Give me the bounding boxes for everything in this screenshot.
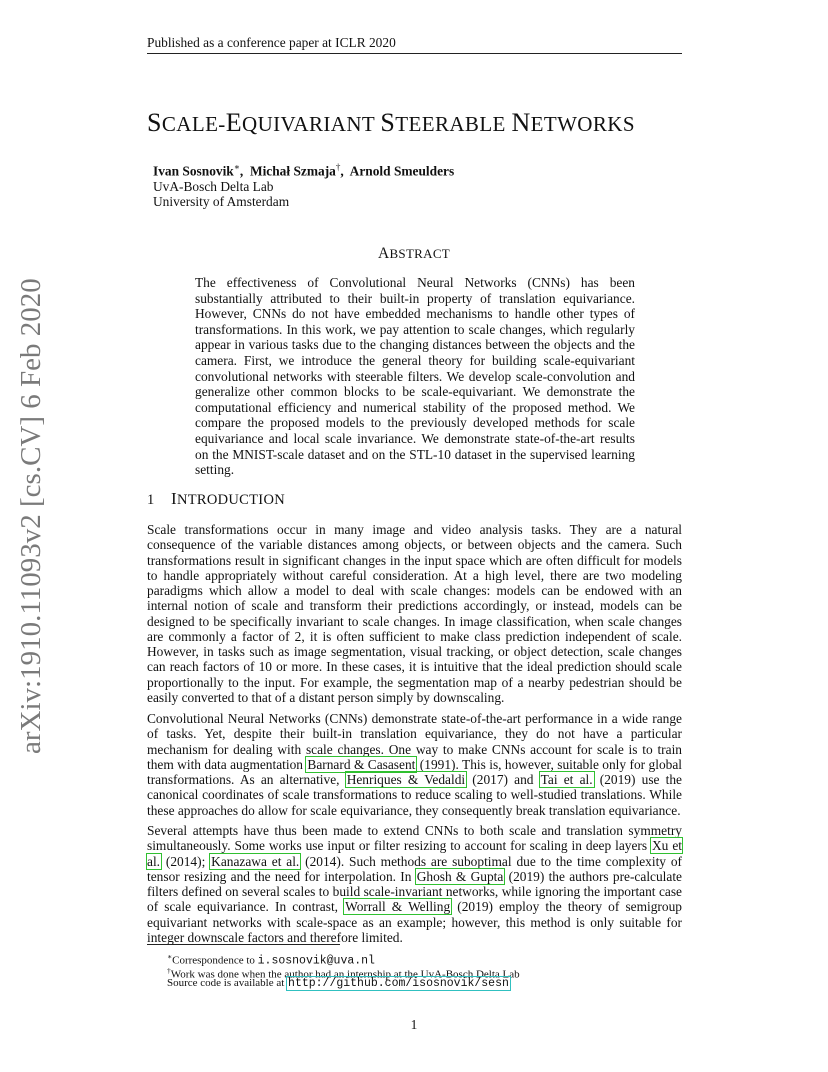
section-number: 1 (147, 492, 155, 508)
citation-link[interactable]: Kanazawa et al. (211, 853, 300, 869)
arxiv-identifier: arXiv:1910.11093v2 [cs.CV] 6 Feb 2020 (15, 278, 47, 754)
intro-paragraph-2: Convolutional Neural Networks (CNNs) demonstrate state-of-the-art performance in a wide range of tasks. Yet, despite their built-in translation equivariance, they do not have a particular mechanism for dealing with scale changes. One way to make CNNs account for scale is to train them with data augmentation Barnard & Casasent (1991). This is, however, suitable only for global transformations. As an alternative, Henriques & Vedaldi (2017) and Tai et al. (2019) use the canonical coordinates of scale transformations to reduce scaling to well-studied translations. While these approaches do allow for scale equivariance, they consequently break translation equivariance. (147, 711, 683, 818)
running-header: Published as a conference paper at ICLR 2020 (147, 35, 396, 50)
intro-paragraph-3: Several attempts have thus been made to extend CNNs to both scale and translation symmetry simultaneously. Some works use input or filter resizing to account for scaling in deep layers Xu et al. (2014); Kanazawa et al. (2014). Such methods are suboptimal due to the time complexity of tensor resizing and the need for interpolation. In Ghosh & Gupta (2019) the authors pre-calculate filters defined on several scales to build scale-invariant networks, while ignoring the important case of scale equivariance. In contrast, Worrall & Welling (2019) employ the theory of semigroup equivariant networks with scale-space as an example; however, this method is only suitable for integer downscale factors and therefore limited. (147, 823, 683, 945)
citation-link[interactable]: Tai et al. (540, 772, 593, 787)
citation-link[interactable]: Ghosh & Gupta (416, 868, 504, 884)
email-address[interactable]: i.sosnovik@uva.nl (257, 954, 375, 968)
abstract-heading: ABSTRACT (377, 245, 451, 262)
affiliation: UvA-Bosch Delta Lab (153, 178, 274, 194)
citation-year: (2019) (457, 899, 493, 915)
citation-year: (2019) (599, 772, 636, 787)
citation-year: (2019) (508, 868, 545, 884)
header-rule (147, 53, 682, 54)
author-name: Arnold Smeulders (349, 163, 455, 179)
footnote-mark: † (167, 966, 171, 975)
paper-title: SCALE-EQUIVARIANT STEERABLE NETWORKS (147, 108, 635, 137)
footnote-mark: ∗ (167, 952, 173, 961)
footnote-correspondence: ∗Correspondence to i.sosnovik@uva.nl (167, 952, 375, 968)
citation-year: (1991) (419, 756, 456, 772)
citation-year: (2014) (305, 853, 341, 869)
footnote-mark: † (335, 162, 341, 172)
affiliation: University of Amsterdam (153, 194, 290, 210)
author-name: Michał Szmaja (249, 163, 336, 179)
footnote-source-code: Source code is available at http://github.com/isosnovik/sesn (167, 977, 509, 990)
arxiv-side-stamp (14, 278, 48, 754)
footnote-internship: †Work was done when the author had an internship at the UvA-Bosch Delta Lab (167, 966, 520, 981)
citation-link[interactable]: Barnard & Casasent (307, 756, 416, 772)
page-number: 1 (410, 1017, 418, 1032)
intro-paragraph-1: Scale transformations occur in many image and video analysis tasks. They are a natural consequence of the variable distances among objects, or between objects and the camera. Such transformations result in significant changes in the input space which are often difficult for models to handle appropriately without careful consideration. At a high level, there are two modeling paradigms which allow a model to deal with scale changes: models can be endowed with an internal notion of scale and transform their predictions accordingly, or instead, models can be designed to be specifically invariant to scale changes. In image classification, when scale changes are commonly a factor of 2, it is often sufficient to make class prediction independent of scale. However, in tasks such as image segmentation, visual tracking, or object detection, scale changes can reach factors of 10 or more. In these cases, it is intuitive that the ideal prediction should scale proportionally to the input. For example, the segmentation map of a nearby pedestrian should be easily converted to that of a distant person simply by downscaling. (147, 522, 682, 705)
author-name: Ivan Sosnovik (153, 163, 234, 179)
abstract-text: The effectiveness of Convolutional Neural Networks (CNNs) has been substantially attributed to their built-in property of translation equivariance. However, CNNs do not have embedded mechanisms to handle other types of transformations. In this work, we pay attention to scale changes, which regularly appear in various tasks due to the changing distances between the objects and the camera. First, we introduce the general theory for building scale-equivariant convolutional networks with steerable filters. We develop scale-convolution and generalize other common blocks to be scale-equivariant. We demonstrate the computational efficiency and numerical stability of the proposed method. We compare the proposed models to the previously developed methods for scale equivariance and local scale invariance. We demonstrate state-of-the-art results on the MNIST-scale dataset and on the STL-10 dataset in the supervised learning setting. (195, 275, 635, 478)
author-block (153, 160, 454, 210)
citation-year: (2017) (472, 772, 508, 787)
citation-link[interactable]: Xu et al. (147, 838, 682, 869)
citation-link[interactable]: Worrall & Welling (345, 899, 451, 915)
citation-link[interactable]: Henriques & Vedaldi (346, 772, 466, 787)
author-names: Ivan Sosnovik∗, Michał Szmaja†, Arnold Smeulders (153, 162, 455, 179)
source-code-link[interactable]: http://github.com/isosnovik/sesn (288, 977, 509, 990)
footnote-rule (147, 944, 340, 945)
citation-year: (2014) (165, 853, 202, 869)
footnote-mark: ∗ (233, 162, 240, 172)
section-heading-introduction: 1 INTRODUCTION (147, 489, 285, 508)
